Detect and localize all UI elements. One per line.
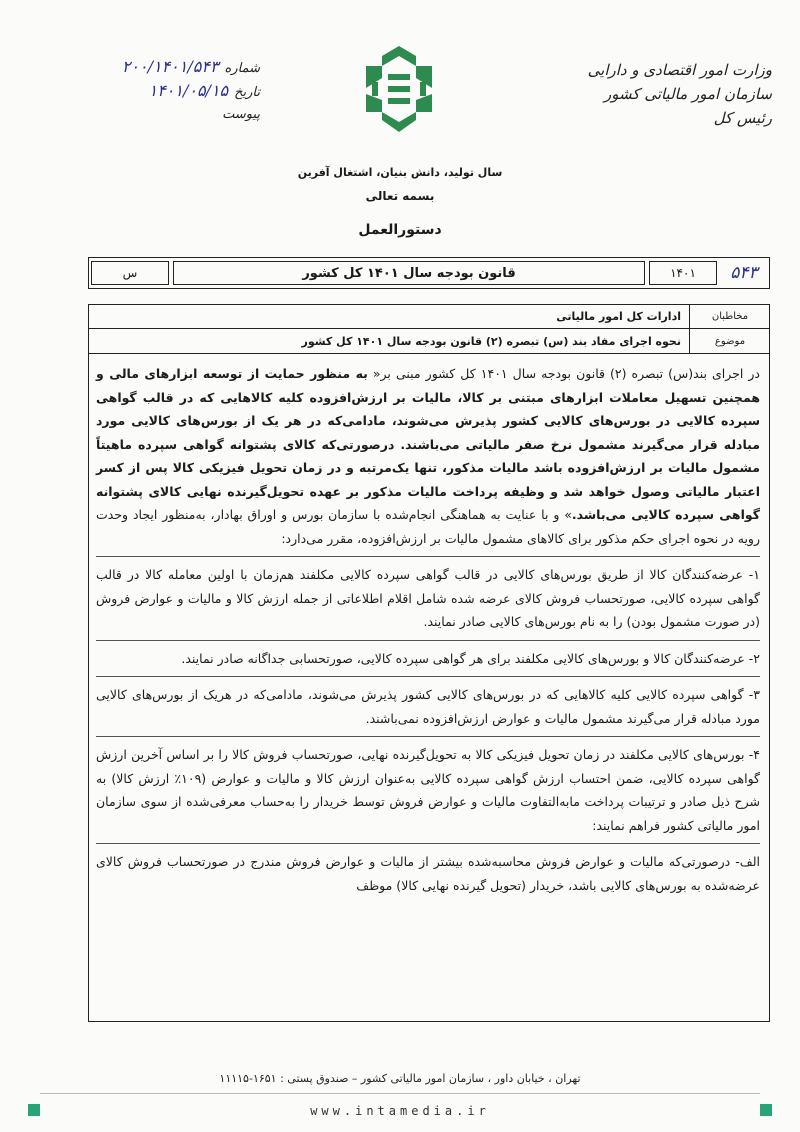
website-url: www.intamedia.ir: [310, 1104, 490, 1118]
date-label: تاریخ: [234, 85, 260, 100]
postal-address: تهران ، خیابان داور ، سازمان امور مالیاتی کشور – صندوق پستی : ۱۶۵۱-۱۱۱۱۵: [219, 1072, 581, 1085]
office-name: رئیس کل: [713, 109, 772, 127]
number-value: ۲۰۰/۱۴۰۱/۵۴۳: [121, 57, 219, 76]
recipients-row: [88, 304, 770, 329]
subject-row: [88, 329, 770, 354]
title-clause: س: [91, 261, 169, 285]
item-4: ۴- بورس‌های کالایی مکلفند در زمان تحویل فیزیکی کالا به تحویل‌گیرنده نهایی، صورتحساب فروش کالا را بر اساس آخرین ارزش گواهی سپرده کالایی، ضمن احتساب ارزش گواهی سپرده کالایی به‌عنوان ارزش کالا و مالیات و عوارض (۱۰۹٪ ارزش کالا) به شرح ذیل صادر و ترتیبات پرداخت مابه‌التفاوت مالیات و عوارض فروش توسط خریدار را به‌حساب معرفی‌شده از سوی سازمان امور مالیاتی کشور فراهم نمایند:: [96, 747, 760, 833]
date-value: ۱۴۰۱/۰۵/۱۵: [148, 81, 229, 100]
bismillah: بسمه تعالی: [365, 189, 435, 203]
item-1: ۱- عرضه‌کنندگان کالا از طریق بورس‌های کالایی در قالب گواهی سپرده کالایی مکلفند هم‌زمان با اولین معامله کالا در قالب گواهی سپرده کالایی، صورتحساب فروش کالای عرضه شده شامل اقلام اطلاعاتی از جمله ارزش کالا و مالیات و عوارض فروش (در صورت مشمول بودن) را به نام بورس‌های کالایی صادر نمایند.: [96, 567, 760, 629]
divider: [96, 736, 760, 737]
ministry-name: وزارت امور اقتصادی و دارایی: [587, 61, 772, 79]
emblem-logo-icon: [358, 44, 440, 134]
number-label: شماره: [224, 61, 260, 76]
footer-divider: [40, 1093, 760, 1094]
document-body: [96, 362, 760, 903]
recipients-value: ادارات کل امور مالیاتی: [556, 309, 681, 323]
attachment-label: پیوست: [222, 107, 260, 122]
title-bar: [88, 257, 770, 289]
document-type: دستورالعمل: [358, 222, 442, 238]
subject-value: نحوه اجرای مفاد بند (س) تبصره (۲) قانون بودجه سال ۱۴۰۱ کل کشور: [301, 334, 681, 348]
intro-text-1: در اجرای بند(س) تبصره (۲) قانون بودجه سال ۱۴۰۱ کل کشور مبنی بر«: [367, 366, 761, 381]
divider: [96, 640, 760, 641]
title-year: ۱۴۰۱: [649, 261, 717, 285]
intro-paragraph: [96, 362, 760, 550]
intro-quote: به منظور حمایت از توسعه ابزارهای مالی و همچنین تسهیل معاملات ابزارهای مبتنی بر کالا، مالیات بر ارزش‌افزوده کلیه کالاهایی که در قالب گواهی سپرده کالایی در بورس‌های کالایی کشور پذیرش می‌شوند، مادامی‌که در هر یک از بورس‌های کالایی مورد مبادله قرار می‌گیرند مشمول نرخ صفر مالیاتی می‌باشند. درصورتی‌که کالای پشتوانه گواهی سپرده ماهیتاً مشمول مالیات بر ارزش‌افزوده باشد مالیات مذکور، تنها یک‌مرتبه و در زمان تحویل فیزیکی کالا پس از کسر اعتبار مالیاتی وصول خواهد شد و وظیفه پرداخت مالیات مذکور بر عهده تحویل‌گیرنده نهایی کالای پشتوانه گواهی سپرده کالایی می‌باشد.: [96, 366, 760, 522]
subject-label: موضوع: [689, 329, 770, 353]
year-slogan: سال تولید، دانش بنیان، اشتغال آفرین: [297, 166, 503, 179]
item-2: ۲- عرضه‌کنندگان کالا و بورس‌های کالایی مکلفند برای هر گواهی سپرده کالایی، صورتحسابی جداگانه صادر نمایند.: [181, 650, 760, 666]
item-3: ۳- گواهی سپرده کالایی کلیه کالاهایی که در بورس‌های کالایی کشور پذیرش می‌شوند، مادامی‌که در هریک از بورس‌های کالایی مورد مبادله قرار می‌گیرند مشمول مالیات و عوارض ارزش‌افزوده نمی‌باشند.: [96, 687, 760, 726]
organization-name: سازمان امور مالیاتی کشور: [604, 85, 772, 103]
divider: [96, 843, 760, 844]
title-law: قانون بودجه سال ۱۴۰۱ کل کشور: [173, 261, 645, 285]
corner-square-icon: [760, 1104, 772, 1116]
meta-table: [88, 304, 770, 354]
item-alef: الف- درصورتی‌که مالیات و عوارض فروش محاسبه‌شده بیشتر از مالیات و عوارض فروش مندرج در صورتحساب فروش کالای عرضه‌شده به بورس‌های کالایی باشد، خریدار (تحویل گیرنده نهایی کالا) موظف: [96, 854, 760, 893]
divider: [96, 556, 760, 557]
recipients-label: مخاطبان: [689, 304, 770, 328]
ministry-header: [542, 58, 772, 130]
intro-text-2: » و با عنایت به هماهنگی انجام‌شده با سازمان بورس و اوراق بهادار، به‌منظور ایجاد وحدت رویه در نحوه اجرای حکم مذکور برای کالاهای مشمول مالیات بر ارزش‌افزوده، مقرر می‌دارد:: [96, 507, 760, 546]
letter-meta: [60, 56, 260, 126]
instruction-number: ۵۴۳: [730, 263, 758, 283]
divider: [96, 676, 760, 677]
